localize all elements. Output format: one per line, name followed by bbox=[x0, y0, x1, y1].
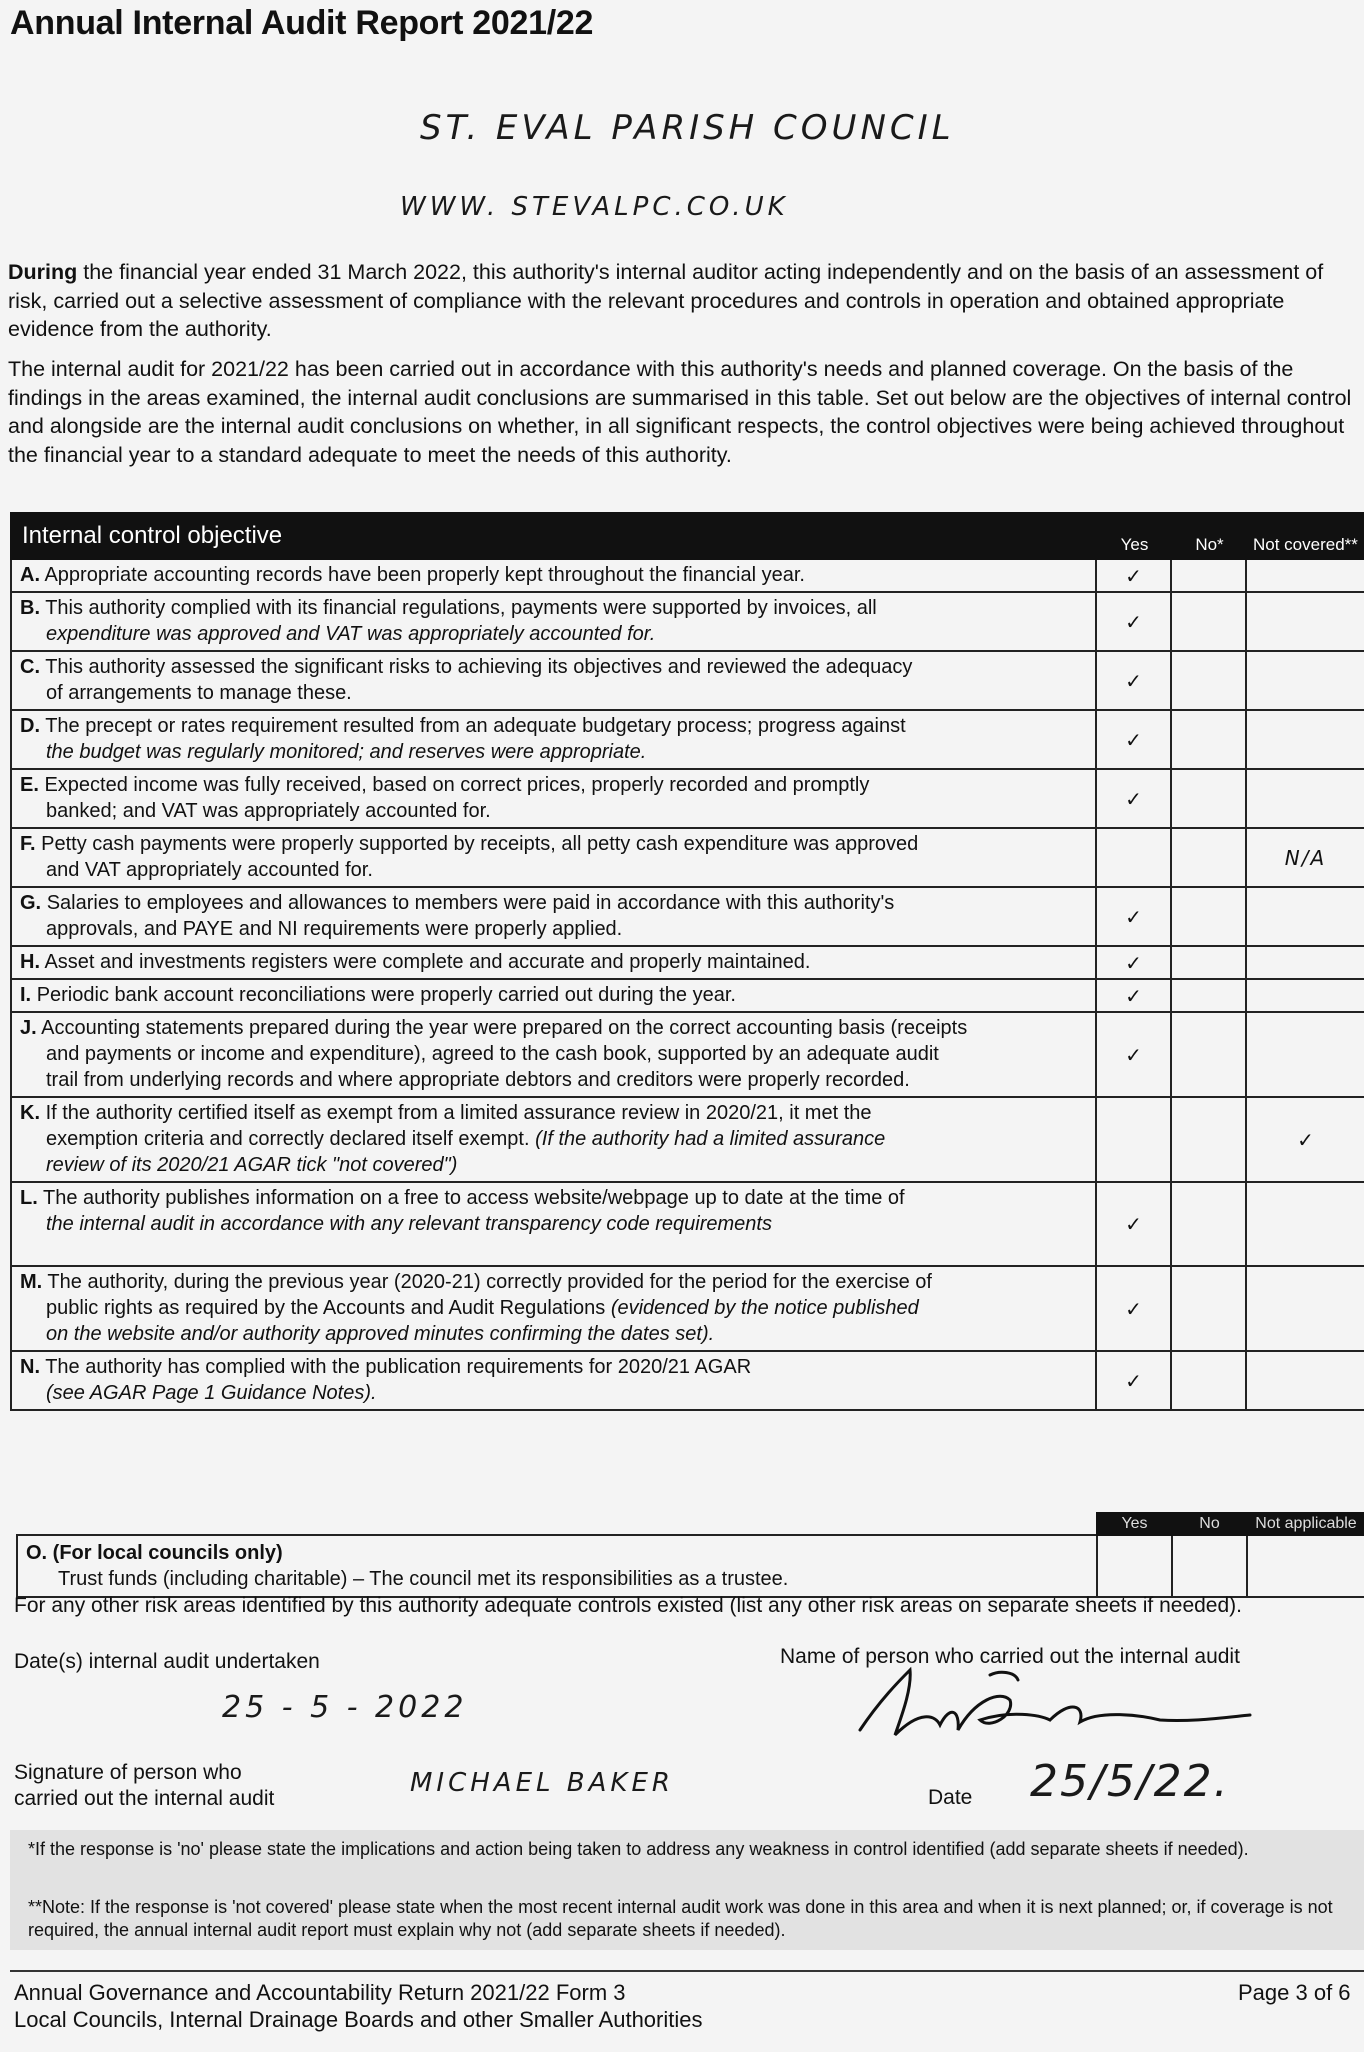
trust-header-no: No bbox=[1172, 1513, 1247, 1535]
objective-cell bbox=[11, 887, 1096, 946]
other-risk-statement: For any other risk areas identified by this authority adequate controls existed (list any other risk areas on separate sheets if needed). bbox=[14, 1594, 1242, 1617]
table-row bbox=[11, 559, 1364, 592]
objective-letter: M. bbox=[20, 1271, 43, 1293]
trust-funds-title: O. (For local councils only) bbox=[26, 1542, 283, 1564]
table-row bbox=[11, 1351, 1364, 1410]
trust-funds-header-spacer bbox=[17, 1513, 1097, 1535]
trust-header-yes: Yes bbox=[1097, 1513, 1172, 1535]
yes-box[interactable]: ✓ bbox=[1096, 559, 1171, 592]
no-box[interactable] bbox=[1171, 592, 1246, 651]
objective-letter: H. bbox=[20, 951, 40, 973]
auditor-name-handwritten: MICHAEL BAKER bbox=[410, 1768, 674, 1798]
objective-line-1: The authority, during the previous year (2020-21) correctly provided for the period for the exercise of bbox=[47, 1271, 932, 1293]
objective-cell bbox=[11, 946, 1096, 979]
yes-box[interactable]: ✓ bbox=[1096, 1351, 1171, 1410]
footer-subtitle: Local Councils, Internal Drainage Boards and other Smaller Authorities bbox=[14, 2007, 703, 2032]
objective-line-1: Expected income was fully received, based on correct prices, properly recorded and promptly bbox=[44, 774, 870, 796]
internal-control-table bbox=[10, 512, 1364, 1411]
no-box[interactable] bbox=[1171, 559, 1246, 592]
objective-line-2 bbox=[20, 1126, 1087, 1152]
intro-paragraph-1 bbox=[8, 258, 1360, 344]
table-row bbox=[11, 1012, 1364, 1097]
objective-line-2-text: expenditure was approved and VAT was appropriately accounted for. bbox=[46, 623, 656, 645]
objective-letter: B. bbox=[20, 597, 40, 619]
no-box[interactable] bbox=[1171, 979, 1246, 1012]
objective-line-1: This authority complied with its financial regulations, payments were supported by invoices, all bbox=[45, 597, 877, 619]
footer-form-title: Annual Governance and Accountability Return 2021/22 Form 3 bbox=[14, 1980, 626, 2005]
objective-line-2 bbox=[20, 1041, 1087, 1067]
objective-line-2 bbox=[20, 1211, 1087, 1237]
objective-letter: D. bbox=[20, 715, 40, 737]
footer-page-number: Page 3 of 6 bbox=[1238, 1980, 1351, 2005]
yes-box[interactable]: ✓ bbox=[1096, 651, 1171, 710]
objective-line-1: Appropriate accounting records have been properly kept throughout the financial year. bbox=[44, 564, 805, 586]
objective-line-1: Asset and investments registers were complete and accurate and properly maintained. bbox=[44, 951, 811, 973]
objective-line-2-text: and payments or income and expenditure), agreed to the cash book, supported by an adequate audit bbox=[46, 1043, 939, 1065]
objective-letter: F. bbox=[20, 833, 36, 855]
not-covered-box[interactable] bbox=[1246, 946, 1364, 979]
auditor-signature bbox=[840, 1660, 1260, 1750]
yes-box[interactable] bbox=[1096, 828, 1171, 887]
objective-letter: E. bbox=[20, 774, 39, 796]
yes-box[interactable]: ✓ bbox=[1096, 946, 1171, 979]
objective-line-1: The authority has complied with the publication requirements for 2020/21 AGAR bbox=[45, 1356, 752, 1378]
table-row bbox=[11, 592, 1364, 651]
no-box[interactable] bbox=[1171, 710, 1246, 769]
table-row bbox=[11, 769, 1364, 828]
objective-letter: L. bbox=[20, 1187, 38, 1209]
objective-line-1: This authority assessed the significant risks to achieving its objectives and reviewed the adequacy bbox=[45, 656, 913, 678]
objective-line-2-text: banked; and VAT was appropriately accounted for. bbox=[46, 800, 491, 822]
objective-cell bbox=[11, 592, 1096, 651]
intro-paragraph-1-text: the financial year ended 31 March 2022, this authority's internal auditor acting independently and on the basis of an assessment of risk, carried out a selective assessment of compliance with the relevant procedures and controls in operation and obtained appropriate evidence from the authority. bbox=[8, 260, 1324, 341]
intro-paragraph-2: The internal audit for 2021/22 has been carried out in accordance with this authority's needs and planned coverage. On the basis of the findings in the areas examined, the internal audit conclusions are summarised in this table. Set out below are the objectives of internal control and alongside are the internal audit conclusions on whether, in all significant respects, the control objectives were being achieved throughout the financial year to a standard adequate to meet the needs of this authority. bbox=[8, 357, 1352, 467]
objective-line-2 bbox=[20, 857, 1087, 883]
objective-line-1: The precept or rates requirement resulted from an adequate budgetary process; progress against bbox=[45, 715, 906, 737]
yes-box[interactable]: ✓ bbox=[1096, 887, 1171, 946]
objective-letter: K. bbox=[20, 1102, 40, 1124]
yes-box[interactable]: ✓ bbox=[1096, 1266, 1171, 1351]
trust-yes-box[interactable] bbox=[1097, 1535, 1172, 1597]
not-covered-box[interactable] bbox=[1246, 887, 1364, 946]
objective-line-2 bbox=[20, 621, 1087, 647]
website-handwritten: WWW. STEVALPC.CO.UK bbox=[400, 192, 789, 222]
yes-box[interactable]: ✓ bbox=[1096, 592, 1171, 651]
not-covered-box[interactable] bbox=[1246, 979, 1364, 1012]
objective-line-2-text: and VAT appropriately accounted for. bbox=[46, 859, 373, 881]
not-covered-box[interactable] bbox=[1246, 1182, 1364, 1266]
objective-line-3: review of its 2020/21 AGAR tick "not covered") bbox=[46, 1154, 458, 1176]
objective-letter: C. bbox=[20, 656, 40, 678]
objective-cell bbox=[11, 979, 1096, 1012]
sign-date-handwritten: 25/5/22. bbox=[1030, 1756, 1230, 1807]
not-covered-box[interactable] bbox=[1246, 1351, 1364, 1410]
objective-line-1: The authority publishes information on a free to access website/webpage up to date at the time of bbox=[42, 1187, 905, 1209]
no-box[interactable] bbox=[1171, 887, 1246, 946]
objective-letter: A. bbox=[20, 564, 40, 586]
no-box[interactable] bbox=[1171, 1266, 1246, 1351]
no-box[interactable] bbox=[1171, 1012, 1246, 1097]
no-box[interactable] bbox=[1171, 651, 1246, 710]
trust-no-box[interactable] bbox=[1172, 1535, 1247, 1597]
table-row bbox=[11, 979, 1364, 1012]
objective-line-2 bbox=[20, 739, 1087, 765]
not-covered-box[interactable] bbox=[1246, 651, 1364, 710]
objective-letter: I. bbox=[20, 984, 32, 1006]
yes-box[interactable] bbox=[1096, 1097, 1171, 1182]
not-covered-box[interactable] bbox=[1246, 559, 1364, 592]
objective-cell bbox=[11, 651, 1096, 710]
objective-cell bbox=[11, 828, 1096, 887]
trust-funds-text: Trust funds (including charitable) – The council met its responsibilities as a trustee. bbox=[58, 1568, 789, 1590]
yes-box[interactable]: ✓ bbox=[1096, 769, 1171, 828]
table-row bbox=[11, 946, 1364, 979]
footer-divider bbox=[10, 1970, 1364, 1972]
table-header-no: No* bbox=[1171, 513, 1246, 559]
not-covered-box[interactable] bbox=[1246, 1012, 1364, 1097]
no-box[interactable] bbox=[1171, 1182, 1246, 1266]
yes-box[interactable]: ✓ bbox=[1096, 979, 1171, 1012]
objective-line-1: Salaries to employees and allowances to members were paid in accordance with this authority's bbox=[46, 892, 895, 914]
trust-funds-table bbox=[16, 1512, 1364, 1598]
objective-cell bbox=[11, 769, 1096, 828]
not-covered-box[interactable]: N/A bbox=[1246, 828, 1364, 887]
page-title: Annual Internal Audit Report 2021/22 bbox=[10, 4, 594, 42]
note-no-response: *If the response is 'no' please state the implications and action being taken to address any weakness in control identified (add separate sheets if needed). bbox=[28, 1839, 1249, 1859]
signature-label bbox=[14, 1760, 274, 1812]
objective-line-2 bbox=[20, 680, 1087, 706]
notes-box bbox=[10, 1830, 1364, 1950]
trust-header-na: Not applicable bbox=[1247, 1513, 1364, 1535]
objective-cell bbox=[11, 1012, 1096, 1097]
objective-cell bbox=[11, 1266, 1096, 1351]
objective-letter: G. bbox=[20, 892, 42, 914]
objective-line-1: Periodic bank account reconciliations were properly carried out during the year. bbox=[36, 984, 736, 1006]
objective-line-1: If the authority certified itself as exempt from a limited assurance review in 2020/21, it met the bbox=[45, 1102, 872, 1124]
objective-line-2 bbox=[20, 1295, 1087, 1321]
objective-line-2-text: public rights as required by the Accounts and Audit Regulations bbox=[46, 1297, 606, 1319]
trust-funds-cell bbox=[17, 1535, 1097, 1597]
table-row bbox=[11, 1266, 1364, 1351]
objective-line-2-aside: (evidenced by the notice published bbox=[610, 1297, 919, 1319]
signature-label-line-2: carried out the internal audit bbox=[14, 1787, 275, 1810]
objective-letter: J. bbox=[20, 1017, 37, 1039]
objective-cell bbox=[11, 1097, 1096, 1182]
table-row bbox=[11, 887, 1364, 946]
table-row bbox=[11, 1097, 1364, 1182]
not-covered-box[interactable] bbox=[1246, 710, 1364, 769]
no-box[interactable] bbox=[1171, 1097, 1246, 1182]
trust-funds-header-row bbox=[17, 1513, 1364, 1535]
no-box[interactable] bbox=[1171, 828, 1246, 887]
audit-dates-handwritten: 25 - 5 - 2022 bbox=[222, 1690, 468, 1725]
table-header-objective: Internal control objective bbox=[11, 513, 1096, 559]
yes-box[interactable]: ✓ bbox=[1096, 1182, 1171, 1266]
not-covered-box[interactable]: ✓ bbox=[1246, 1097, 1364, 1182]
trust-na-box[interactable] bbox=[1247, 1535, 1364, 1597]
trust-funds-row bbox=[17, 1535, 1364, 1597]
objective-line-1: Accounting statements prepared during the year were prepared on the correct accounting basis (receipts bbox=[41, 1017, 968, 1039]
table-row bbox=[11, 651, 1364, 710]
objective-line-2 bbox=[20, 1380, 1087, 1406]
objective-line-2-text: of arrangements to manage these. bbox=[46, 682, 352, 704]
table-row bbox=[11, 828, 1364, 887]
objective-line-2 bbox=[20, 916, 1087, 942]
table-row bbox=[11, 710, 1364, 769]
not-covered-box[interactable] bbox=[1246, 1266, 1364, 1351]
audit-dates-label: Date(s) internal audit undertaken bbox=[14, 1650, 320, 1673]
objective-line-2 bbox=[20, 798, 1087, 824]
objective-line-3: on the website and/or authority approved minutes confirming the dates set). bbox=[46, 1323, 715, 1345]
not-covered-box[interactable] bbox=[1246, 769, 1364, 828]
auditor-name-label: Name of person who carried out the internal audit bbox=[780, 1645, 1240, 1668]
objective-line-3: trail from underlying records and where appropriate debtors and creditors were properly recorded. bbox=[46, 1069, 910, 1091]
note-not-covered: **Note: If the response is 'not covered' please state when the most recent internal audit work was done in this area and when it is next planned; or, if coverage is not required, the annual internal audit report must explain why not (add separate sheets if needed). bbox=[28, 1897, 1333, 1940]
yes-box[interactable]: ✓ bbox=[1096, 1012, 1171, 1097]
signature-label-line-1: Signature of person who bbox=[14, 1761, 242, 1784]
objective-line-2-text: approvals, and PAYE and NI requirements were properly applied. bbox=[46, 918, 623, 940]
objective-cell bbox=[11, 559, 1096, 592]
objective-letter: N. bbox=[20, 1356, 40, 1378]
council-name-handwritten: ST. EVAL PARISH COUNCIL bbox=[420, 108, 955, 148]
objective-cell bbox=[11, 1182, 1096, 1266]
table-body bbox=[11, 559, 1364, 1410]
objective-line-2-aside: (If the authority had a limited assurance bbox=[535, 1128, 886, 1150]
table-header-yes: Yes bbox=[1096, 513, 1171, 559]
objective-line-2-text: the budget was regularly monitored; and reserves were appropriate. bbox=[46, 741, 647, 763]
objective-cell bbox=[11, 1351, 1096, 1410]
no-box[interactable] bbox=[1171, 1351, 1246, 1410]
intro-lead: During bbox=[8, 260, 78, 284]
no-box[interactable] bbox=[1171, 946, 1246, 979]
sign-date-label: Date bbox=[928, 1786, 973, 1809]
yes-box[interactable]: ✓ bbox=[1096, 710, 1171, 769]
objective-line-1: Petty cash payments were properly supported by receipts, all petty cash expenditure was approved bbox=[41, 833, 919, 855]
not-covered-box[interactable] bbox=[1246, 592, 1364, 651]
objective-line-2-text: (see AGAR Page 1 Guidance Notes). bbox=[46, 1382, 377, 1404]
no-box[interactable] bbox=[1171, 769, 1246, 828]
objective-line-2-text: exemption criteria and correctly declared itself exempt. bbox=[46, 1128, 530, 1150]
table-header-not-covered: Not covered** bbox=[1246, 513, 1364, 559]
table-row bbox=[11, 1182, 1364, 1266]
objective-line-2-text: the internal audit in accordance with any relevant transparency code requirements bbox=[46, 1213, 772, 1235]
objective-cell bbox=[11, 710, 1096, 769]
table-header-row bbox=[11, 513, 1364, 559]
